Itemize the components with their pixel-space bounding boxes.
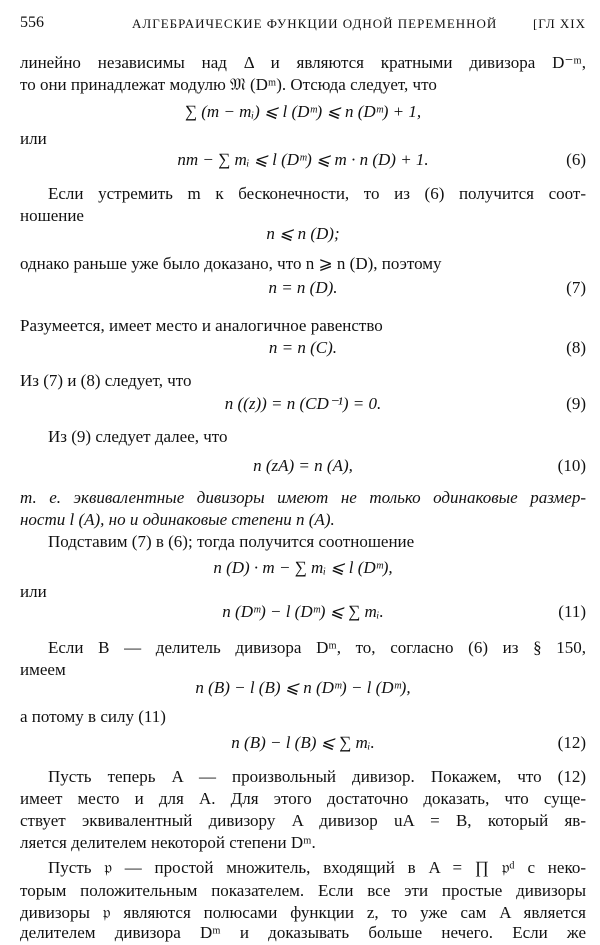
formula: n (B) − l (B) ⩽ n (Dᵐ) − l (Dᵐ), (195, 678, 411, 697)
equation (20, 336, 586, 360)
equation (20, 600, 586, 624)
formula: nm − ∑ mᵢ ⩽ l (Dᵐ) ⩽ m · n (D) + 1. (177, 150, 429, 169)
page-header (20, 14, 586, 34)
formula: n = n (C). (268, 338, 338, 357)
text-line: ствует эквивалентный дивизору A дивизор uA = B, который яв- (20, 811, 586, 830)
formula: n (zA) = n (A), (253, 456, 353, 475)
equation (20, 148, 586, 172)
text-line: Из (7) и (8) следует, что (20, 371, 192, 390)
equation (20, 392, 586, 416)
text-line: Если B — делитель дивизора Dᵐ, то, согласно (6) из § 150, (48, 638, 586, 657)
equation (20, 222, 586, 246)
equation (20, 454, 586, 478)
formula: ∑ (m − mᵢ) ⩽ l (Dᵐ) ⩽ n (Dᵐ) + 1, (184, 102, 422, 121)
text-line: или (20, 129, 47, 148)
text-line: Подставим (7) в (6); тогда получится соотношение (48, 532, 415, 551)
equation-number: (8) (566, 338, 586, 357)
equation-number: (11) (558, 602, 586, 621)
formula: n (D) · m − ∑ mᵢ ⩽ l (Dᵐ), (213, 558, 393, 577)
equation-number: (9) (566, 394, 586, 413)
page-number: 556 (20, 14, 44, 31)
text-line: делителем дивизора Dᵐ и доказывать больше нечего. Если же (20, 923, 586, 942)
formula: n = n (D). (268, 278, 338, 297)
text-line: имеет место и для A. Для этого достаточно доказать, что суще- (20, 789, 586, 808)
equation-number: (6) (566, 150, 586, 169)
equation-number: (7) (566, 278, 586, 297)
text-line: торым положительным показателем. Если все эти простые дивизоры (20, 881, 586, 900)
equation (20, 556, 586, 580)
text-line: Разумеется, имеет место и аналогичное равенство (20, 316, 383, 335)
equation (20, 676, 586, 700)
equation-number: (12) (557, 733, 586, 752)
text-line: Пусть теперь A — произвольный дивизор. Покажем, что (12) (48, 767, 586, 786)
equation (20, 731, 586, 755)
text-line: дивизоры 𝔭 являются полюсами функции z, то уже сам A является (20, 903, 586, 922)
formula: n ⩽ n (D); (266, 224, 340, 243)
formula: n (B) − l (B) ⩽ ∑ mᵢ. (231, 733, 375, 752)
chapter-label: [ГЛ XIX (532, 16, 586, 31)
equation (20, 100, 586, 124)
text-line: Из (9) следует далее, что (48, 427, 228, 446)
formula: n (Dᵐ) − l (Dᵐ) ⩽ ∑ mᵢ. (222, 602, 384, 621)
text-line: линейно независимы над Δ и являются кратными дивизора D⁻ᵐ, (20, 53, 586, 72)
formula: n ((z)) = n (CD⁻¹) = 0. (224, 394, 382, 413)
text-line: или (20, 582, 47, 601)
text-line: ности l (A), но и одинаковые степени n (A). (20, 510, 335, 529)
text-line: однако раньше уже было доказано, что n ⩾ n (D), поэтому (20, 254, 442, 273)
text-line: то они принадлежат модулю 𝔐 (Dᵐ). Отсюда следует, что (20, 75, 437, 94)
equation-number: (10) (557, 456, 586, 475)
running-title: АЛГЕБРАИЧЕСКИЕ ФУНКЦИИ ОДНОЙ ПЕРЕМЕННОЙ (132, 16, 498, 31)
equation (20, 276, 586, 300)
text-line: ношение (20, 206, 84, 225)
text-line: а потому в силу (11) (20, 707, 166, 726)
text-line: имеем (20, 660, 66, 679)
text-line: ляется делителем некоторой степени Dᵐ. (20, 833, 316, 852)
text-line: Если устремить m к бесконечности, то из (6) получится соот- (48, 184, 586, 203)
text-line: Пусть 𝔭 — простой множитель, входящий в A = ∏ 𝔭ᵈ с неко- (48, 858, 586, 877)
text-line: т. е. эквивалентные дивизоры имеют не только одинаковые размер- (20, 488, 586, 507)
